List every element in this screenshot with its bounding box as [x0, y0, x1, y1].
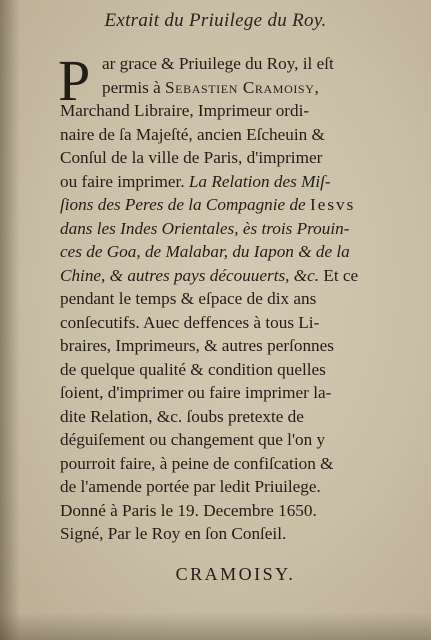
text-line-2 [60, 76, 410, 100]
text-line-21: Signé, Par le Roy en ſon Conſeil. [60, 524, 287, 543]
text-line-19: de l'amende portée par ledit Priuilege. [60, 477, 321, 496]
text-line-8: dans les Indes Orientales, ès trois Prouin- [60, 218, 350, 238]
text-line-13: braires, Imprimeurs, & autres perſonnes [60, 336, 334, 355]
text-line-14: de quelque qualité & condition quelles [60, 359, 326, 379]
text-line-1: ar grace & Priuilege du Roy, il eſt [102, 54, 334, 73]
privilege-text [58, 48, 410, 546]
text-line-11: pendant le temps & eſpace de dix ans [60, 289, 317, 308]
text-line-15: ſoient, d'imprimer ou faire imprimer la- [60, 383, 332, 402]
text-line-6 [60, 170, 410, 194]
text-line-12: conſecutifs. Auec deffences à tous Li- [60, 312, 320, 332]
text-line-2-start: permis à [102, 77, 166, 97]
text-line-5: Conſul de la ville de Paris, d'imprimer [60, 148, 323, 167]
text-line-18: pourroit faire, à peine de confiſcation & [60, 453, 334, 473]
text-line-7 [60, 193, 410, 217]
spine-shadow [0, 0, 20, 640]
text-line-20: Donné à Paris le 19. Decembre 1650. [60, 500, 317, 520]
text-line-9: ces de Goa, de Malabar, du Iapon & de la [60, 242, 350, 261]
text-line-6-start: ou faire imprimer. [60, 171, 189, 191]
text-line-10-end: Et ce [319, 265, 359, 285]
text-line-10 [60, 264, 410, 288]
book-title-part-2: ſions des Peres de la Compagnie de [60, 195, 310, 214]
drop-cap-letter: P [58, 48, 91, 113]
page-heading: Extrait du Priuilege du Roy. [104, 10, 327, 31]
printer-name: Sebastien Cramoisy, [165, 77, 320, 97]
bottom-shadow [0, 612, 431, 640]
text-line-4: naire de ſa Majeſté, ancien Eſcheuin & [60, 124, 325, 144]
text-line-17: déguiſement ou changement que l'on y [60, 430, 326, 449]
company-name: Iesvs [309, 195, 356, 214]
book-title-end: Chine, & autres pays découuerts, &c. [60, 265, 320, 285]
text-line-3: Marchand Libraire, Imprimeur ordi- [60, 101, 310, 120]
book-title-part-1: La Relation des Miſ- [188, 171, 331, 191]
signature: CRAMOISY. [175, 564, 296, 584]
text-line-16: dite Relation, &c. ſoubs pretexte de [60, 406, 304, 426]
